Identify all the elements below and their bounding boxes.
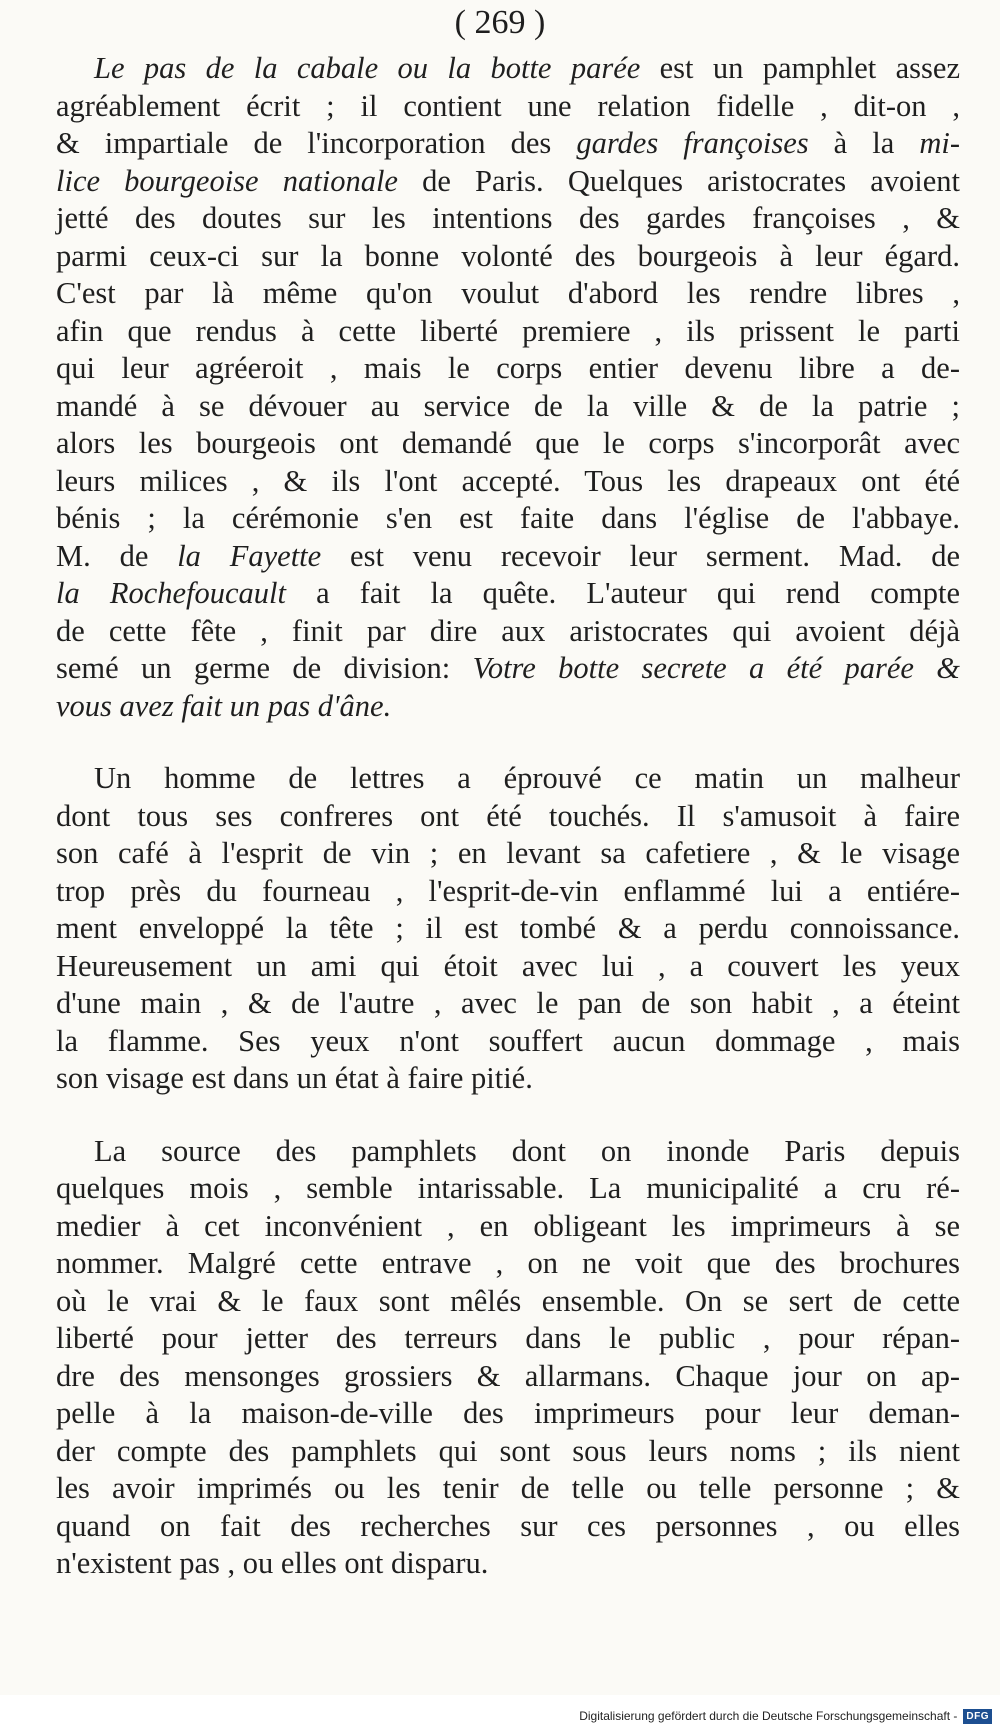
text-run: Un homme de lettres a éprouvé ce matin un malheur xyxy=(94,761,960,795)
page-number: ( 269 ) xyxy=(454,4,546,41)
text-run: liberté pour jetter des terreurs dans le public , pour répan- xyxy=(56,1321,960,1355)
text-run: medier à cet inconvénient , en obligeant les imprimeurs à se xyxy=(56,1208,960,1243)
text-line xyxy=(56,275,960,313)
text-run: à la xyxy=(808,126,920,160)
text-line xyxy=(56,313,960,351)
italic-text: la Rochefoucault xyxy=(56,576,286,610)
text-run: est venu recevoir leur serment. Mad. de xyxy=(321,538,960,573)
text-run: La source des pamphlets dont on inonde Paris depuis xyxy=(94,1133,960,1168)
text-line xyxy=(56,1433,960,1471)
italic-text: mi- xyxy=(919,126,960,160)
text-run: & impartiale de l'incorporation des xyxy=(56,126,577,160)
text-run: d'une main , & de l'autre , avec le pan de son habit , a éteint xyxy=(56,986,960,1020)
text-run: ment enveloppé la tête ; il est tombé & a perdu connoissance. xyxy=(56,911,960,945)
text-run: alors les bourgeois ont demandé que le corps s'incorporât avec xyxy=(56,426,960,460)
text-run: bénis ; la cérémonie s'en est faite dans l'église de l'abbaye. xyxy=(56,501,960,535)
text-line xyxy=(56,125,960,163)
text-run: de cette fête , finit par dire aux aristocrates qui avoient déjà xyxy=(56,613,960,648)
italic-text: la Fayette xyxy=(177,538,322,573)
text-run: C'est par là même qu'on voulut d'abord les rendre libres , xyxy=(56,276,960,310)
text-line xyxy=(56,388,960,426)
text-line xyxy=(56,163,960,201)
text-line xyxy=(56,650,960,688)
text-line xyxy=(56,575,960,613)
text-line xyxy=(56,798,960,836)
digitization-footer xyxy=(579,1707,992,1725)
text-line xyxy=(56,910,960,948)
paragraph-gap xyxy=(56,1098,960,1133)
text-line xyxy=(56,463,960,501)
text-line xyxy=(56,1170,960,1208)
text-run: Heureusement un ami qui étoit avec lui , a couvert les yeux xyxy=(56,948,960,983)
text-run: son visage est dans un état à faire pitié. xyxy=(56,1061,533,1095)
text-run: nommer. Malgré cette entrave , on ne voit que des brochures xyxy=(56,1246,960,1280)
text-run: der compte des pamphlets qui sont sous leurs noms ; ils nient xyxy=(56,1433,960,1468)
text-run: qui leur agréeroit , mais le corps entier devenu libre a de- xyxy=(56,351,960,385)
text-run: quand on fait des recherches sur ces personnes , ou elles xyxy=(56,1508,960,1543)
text-line xyxy=(56,688,960,726)
text-run: semé un germe de division: xyxy=(56,651,473,685)
text-line xyxy=(56,985,960,1023)
text-line xyxy=(56,873,960,911)
paragraph xyxy=(56,50,960,725)
text-line xyxy=(56,1208,960,1246)
text-line xyxy=(56,425,960,463)
text-line xyxy=(56,1023,960,1061)
text-run: parmi ceux-ci sur la bonne volonté des bourgeois à leur égard. xyxy=(56,238,960,273)
text-line xyxy=(56,1320,960,1358)
text-run: est un pamphlet assez xyxy=(640,51,960,85)
text-run: son café à l'esprit de vin ; en levant sa cafetiere , & le visage xyxy=(56,836,960,870)
text-line xyxy=(56,1508,960,1546)
italic-text: lice bourgeoise nationale xyxy=(56,163,398,198)
text-run: dont tous ses confreres ont été touchés. Il s'amusoit à faire xyxy=(56,798,960,833)
dfg-logo: DFG xyxy=(963,1709,992,1724)
text-line xyxy=(56,200,960,238)
italic-text: gardes françoises xyxy=(576,126,809,160)
text-line xyxy=(56,1133,960,1171)
text-line xyxy=(56,50,960,88)
paragraph xyxy=(56,760,960,1098)
text-line xyxy=(56,948,960,986)
text-line xyxy=(56,1470,960,1508)
text-line xyxy=(56,835,960,873)
text-line xyxy=(56,1060,960,1098)
text-run: dre des mensonges grossiers & allarmans. Chaque jour on ap- xyxy=(56,1358,960,1393)
text-run: de Paris. Quelques aristocrates avoient xyxy=(397,163,960,198)
text-line xyxy=(56,613,960,651)
text-line xyxy=(56,1395,960,1433)
italic-text: Votre botte secrete a été parée & xyxy=(472,651,960,685)
text-column xyxy=(56,50,960,1583)
text-run: quelques mois , semble intarissable. La municipalité a cru ré- xyxy=(56,1171,960,1205)
italic-text: Le pas de la cabale ou la botte parée xyxy=(94,51,641,85)
text-line xyxy=(56,350,960,388)
text-line xyxy=(56,1283,960,1321)
text-line xyxy=(56,238,960,276)
text-run: où le vrai & le faux sont mêlés ensemble. On se sert de cette xyxy=(56,1283,960,1318)
text-run: jetté des doutes sur les intentions des gardes françoises , & xyxy=(56,201,960,235)
text-line xyxy=(56,500,960,538)
text-run: a fait la quête. L'auteur qui rend compte xyxy=(286,576,960,610)
text-run: la flamme. Ses yeux n'ont souffert aucun dommage , mais xyxy=(56,1023,960,1058)
text-run: mandé à se dévouer au service de la ville & de la patrie ; xyxy=(56,388,960,423)
text-line xyxy=(56,1358,960,1396)
text-run: n'existent pas , ou elles ont disparu. xyxy=(56,1546,489,1580)
text-line xyxy=(56,760,960,798)
text-line xyxy=(56,1245,960,1283)
paragraph xyxy=(56,1133,960,1583)
text-run: leurs milices , & ils l'ont accepté. Tous les drapeaux ont été xyxy=(56,463,960,498)
paragraph-gap xyxy=(56,725,960,760)
text-run: trop près du fourneau , l'esprit-de-vin enflammé lui a entiére- xyxy=(56,873,960,908)
text-run: pelle à la maison-de-ville des imprimeurs pour leur deman- xyxy=(56,1396,960,1430)
text-line xyxy=(56,538,960,576)
italic-text: vous avez fait un pas d'âne. xyxy=(56,688,392,723)
text-line xyxy=(56,88,960,126)
text-line xyxy=(56,1545,960,1583)
text-run: M. de xyxy=(56,538,178,573)
text-run: agréablement écrit ; il contient une relation fidelle , dit-on , xyxy=(56,88,960,123)
footer-credit: Digitalisierung gefördert durch die Deutsche Forschungsgemeinschaft - xyxy=(579,1709,958,1723)
text-run: afin que rendus à cette liberté premiere , ils prissent le parti xyxy=(56,313,960,348)
text-run: les avoir imprimés ou les tenir de telle ou telle personne ; & xyxy=(56,1471,960,1505)
